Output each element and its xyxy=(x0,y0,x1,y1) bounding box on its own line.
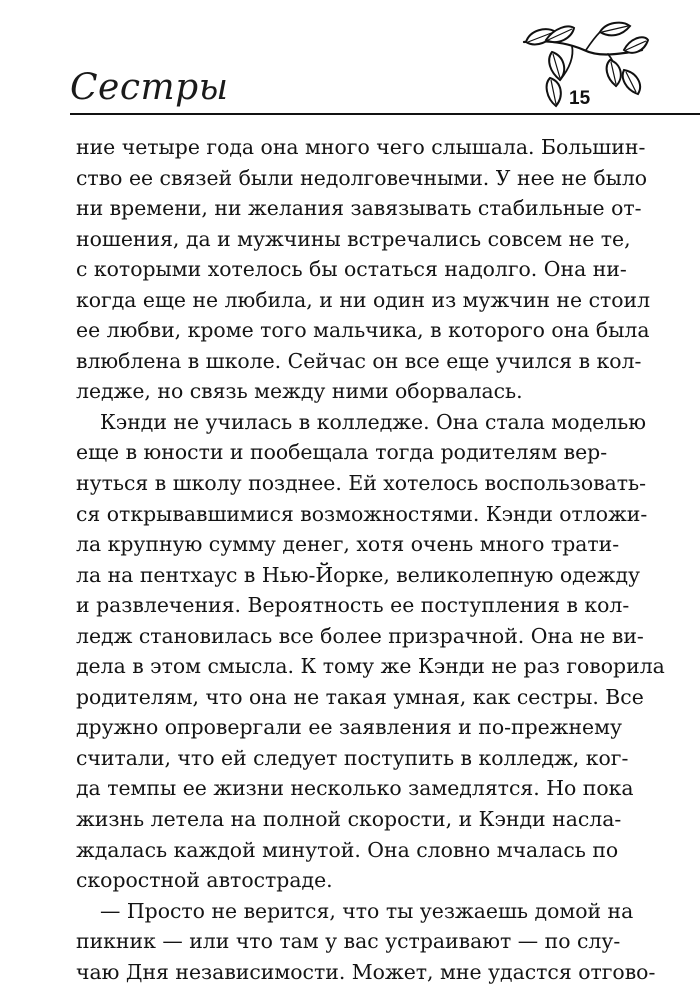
leaf-branch-icon xyxy=(516,20,650,108)
running-title: Сестры xyxy=(70,67,229,108)
text-line: с которыми хотелось бы остаться надолго. Она ни- xyxy=(76,257,627,282)
text-line: ее любви, кроме того мальчика, в которого она была xyxy=(76,318,650,343)
text-line: пикник — или что там у вас устраивают — по слу- xyxy=(76,929,621,954)
header-rule xyxy=(70,113,700,115)
text-line: Кэнди не училась в колледже. Она стала моделью xyxy=(100,409,646,434)
text-line: ся открывавшимися возможностями. Кэнди отложи- xyxy=(76,501,648,526)
text-line: влюблена в школе. Сейчас он все еще учился в кол- xyxy=(76,348,642,373)
text-line: считали, что ей следует поступить в колледж, ког- xyxy=(76,745,629,770)
text-line: дружно опровергали ее заявления и по-прежнему xyxy=(76,715,622,740)
text-line: ледж становилась все более призрачной. Она не ви- xyxy=(76,623,644,648)
text-line: ждалась каждой минутой. Она словно мчалась по xyxy=(76,837,619,862)
text-line: когда еще не любила, и ни один из мужчин не стоил xyxy=(76,287,651,312)
page-number: 15 xyxy=(569,88,591,109)
text-line: да темпы ее жизни несколько замедлятся. Но пока xyxy=(76,776,634,801)
text-line: ни времени, ни желания завязывать стабильные от- xyxy=(76,196,642,221)
text-line: ство ее связей были недолговечными. У нее не было xyxy=(76,165,648,190)
text-line: ла на пентхаус в Нью-Йорке, великолепную одежду xyxy=(76,562,641,587)
text-line: жизнь летела на полной скорости, и Кэнди насла- xyxy=(76,807,622,832)
text-line: ла крупную сумму денег, хотя очень много трати- xyxy=(76,532,620,557)
body-text xyxy=(76,132,665,987)
text-line: родителям, что она не такая умная, как сестры. Все xyxy=(76,684,644,709)
text-line: нуться в школу позднее. Ей хотелось воспользовать- xyxy=(76,471,647,496)
text-line: и развлечения. Вероятность ее поступления в кол- xyxy=(76,593,630,618)
text-line: ние четыре года она много чего слышала. Большин- xyxy=(76,135,646,159)
page-header xyxy=(0,0,700,118)
text-line: скоростной автостраде. xyxy=(76,868,333,893)
text-line: чаю Дня независимости. Может, мне удастся отгово- xyxy=(76,959,656,984)
text-line: — Просто не верится, что ты уезжаешь домой на xyxy=(100,898,634,923)
text-line: дела в этом смысла. К тому же Кэнди не раз говорила xyxy=(76,654,665,679)
text-line: ношения, да и мужчины встречались совсем не те, xyxy=(76,226,631,251)
text-line: еще в юности и пообещала тогда родителям вер- xyxy=(76,440,608,465)
text-line: ледже, но связь между ними оборвалась. xyxy=(76,379,523,404)
